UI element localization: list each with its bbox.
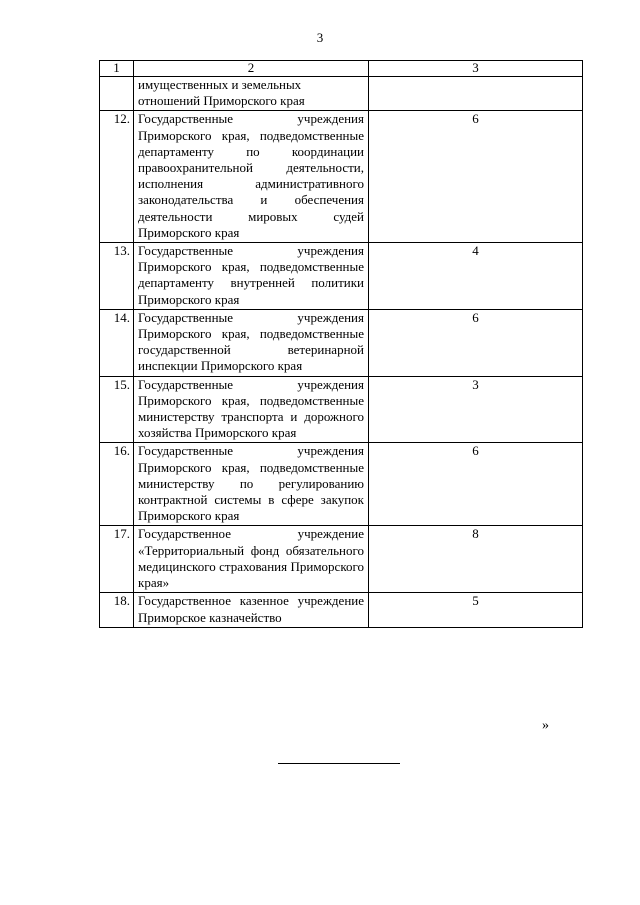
column-header-2: 2	[134, 61, 369, 77]
table-row	[100, 309, 583, 376]
table-row	[100, 526, 583, 593]
value-cell: 5	[369, 593, 583, 627]
value-cell: 4	[369, 243, 583, 310]
value-cell: 6	[369, 443, 583, 526]
row-number-cell: 16.	[100, 443, 134, 526]
institution-name-cell: Государственные учреждения Приморского края, подведомственные министерству по регулированию контрактной системы в сфере закупок Приморского края	[134, 443, 369, 526]
row-number-cell: 13.	[100, 243, 134, 310]
page-number: 3	[316, 30, 324, 45]
institutions-table	[99, 60, 583, 628]
closing-quote-mark: »	[542, 718, 549, 733]
table-header-row	[100, 61, 583, 77]
row-number-cell: 18.	[100, 593, 134, 627]
institution-name-cell: Государственные учреждения Приморского края, подведомственные министерству транспорта и дорожного хозяйства Приморского края	[134, 376, 369, 443]
column-header-3: 3	[369, 61, 583, 77]
institution-name-cell: Государственное казенное учреждение Приморское казначейство	[134, 593, 369, 627]
institution-name-cell: Государственные учреждения Приморского края, подведомственные департаменту внутренней политики Приморского края	[134, 243, 369, 310]
institution-name-cell: Государственное учреждение «Территориальный фонд обязательного медицинского страхования Приморского края»	[134, 526, 369, 593]
row-number-cell	[100, 77, 134, 111]
value-cell	[369, 77, 583, 111]
table-row	[100, 443, 583, 526]
footer-divider-line	[278, 763, 400, 764]
institution-name-cell: имущественных и земельных отношений Приморского края	[134, 77, 369, 111]
row-number-cell: 17.	[100, 526, 134, 593]
value-cell: 8	[369, 526, 583, 593]
table-row	[100, 593, 583, 627]
value-cell: 3	[369, 376, 583, 443]
table-row	[100, 243, 583, 310]
value-cell: 6	[369, 309, 583, 376]
institution-name-cell: Государственные учреждения Приморского края, подведомственные государственной ветеринарной инспекции Приморского края	[134, 309, 369, 376]
table-row-continuation	[100, 77, 583, 111]
row-number-cell: 12.	[100, 111, 134, 243]
row-number-cell: 14.	[100, 309, 134, 376]
value-cell: 6	[369, 111, 583, 243]
row-number-cell: 15.	[100, 376, 134, 443]
table-row	[100, 111, 583, 243]
table-row	[100, 376, 583, 443]
institution-name-cell: Государственные учреждения Приморского края, подведомственные департаменту по координации правоохранительной деятельности, исполнения административного законодательства и обеспечения деятельности мировых судей Приморского края	[134, 111, 369, 243]
column-header-1: 1	[100, 61, 134, 77]
